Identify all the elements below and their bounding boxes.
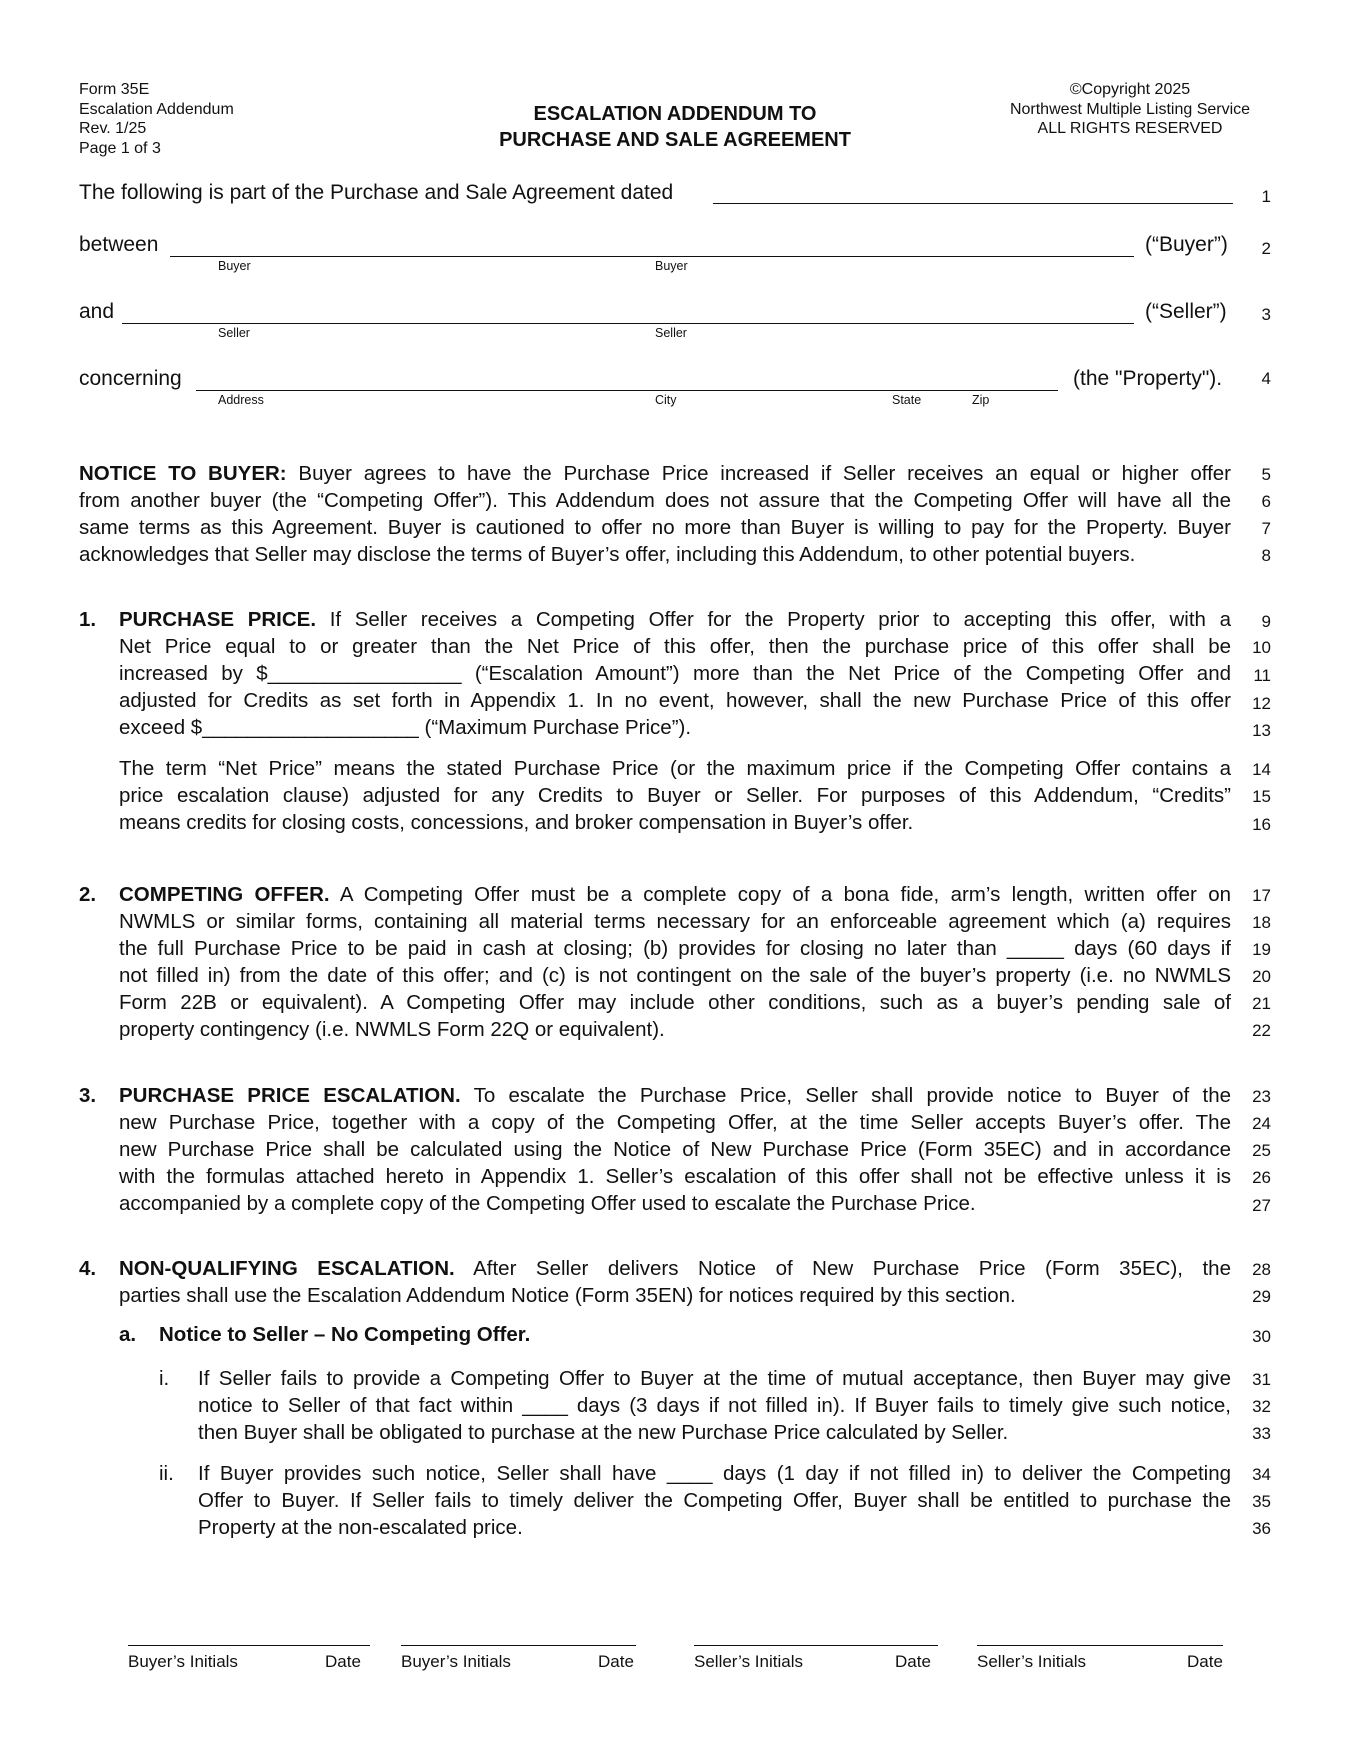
copyright: ©Copyright 2025 [1069, 81, 1191, 98]
line-number: 35 [1252, 1492, 1271, 1511]
seller-initials-label: Seller’s Initials [694, 1652, 803, 1671]
item-notice-to-seller: If Seller fails to provide a Competing Offer to Buyer at the time of mutual acceptance, then Buyer may give notice to Seller of that fact within ____ days (3 days if not filled in). If Buyer fails to timely give such notice, then Buyer shall be obligated to purchase at the new Purchase Price calculated by Seller. [198, 1367, 1231, 1444]
line-number: 18 [1252, 913, 1271, 932]
line-number: 17 [1252, 886, 1271, 905]
agreement-date-field[interactable] [713, 203, 1233, 204]
line-number: 1 [1261, 187, 1271, 206]
between-label: between [79, 233, 159, 256]
line-number: 33 [1252, 1424, 1271, 1443]
line-number: 6 [1261, 492, 1271, 511]
section-price-escalation: PURCHASE PRICE ESCALATION. To escalate the Purchase Price, Seller shall provide notice to Buyer of the new Purchase Price, together with a copy of the Competing Offer, at the time Seller accepts Buyer’s offer. The new Purchase Price shall be calculated using the Notice of New Purchase Price (Form 35EC) and in accordance with the formulas attached hereto in Appendix 1. Seller’s escalation of this offer shall not be effective unless it is accompanied by a complete copy of the Competing Offer used to escalate the Purchase Price. [119, 1084, 1231, 1215]
line-number: 31 [1252, 1370, 1271, 1389]
line-number: 24 [1252, 1114, 1271, 1133]
seller-initials-field[interactable] [694, 1645, 938, 1646]
zip-sublabel: Zip [972, 393, 990, 407]
section-number: 4. [79, 1257, 97, 1280]
organization: Northwest Multiple Listing Service [1009, 100, 1251, 118]
section-title: COMPETING OFFER. [119, 883, 330, 906]
line-number: 7 [1261, 519, 1271, 538]
subsection-title: Notice to Seller – No Competing Offer. [159, 1323, 531, 1346]
line-number: 25 [1252, 1141, 1271, 1160]
item-numeral: i. [159, 1367, 170, 1390]
line-number: 13 [1252, 721, 1271, 740]
line-number: 20 [1252, 967, 1271, 986]
line-number: 36 [1252, 1519, 1271, 1538]
form-revision: Rev. 1/25 [79, 120, 147, 137]
line-number: 3 [1261, 305, 1271, 324]
buyer-name-field[interactable] [170, 256, 1134, 257]
line-number: 10 [1252, 638, 1271, 657]
line-number: 19 [1252, 940, 1271, 959]
line-number: 16 [1252, 815, 1271, 834]
buyer-initials-label: Buyer’s Initials [128, 1652, 238, 1671]
date-label: Date [895, 1652, 931, 1671]
date-label: Date [325, 1652, 361, 1671]
notice-to-buyer: NOTICE TO BUYER: Buyer agrees to have the Purchase Price increased if Seller receives an equal or higher offer from another buyer (the “Competing Offer”). This Addendum does not assure that the Competing Offer will have all the same terms as this Agreement. Buyer is cautioned to offer no more than Buyer is willing to pay for the Property. Buyer acknowledges that Seller may disclose the terms of Buyer’s offer, including this Addendum, to other potential buyers. [79, 462, 1231, 566]
form-id: Form 35E [79, 81, 150, 98]
seller-initials-field[interactable] [977, 1645, 1223, 1646]
seller-initials-label: Seller’s Initials [977, 1652, 1086, 1671]
line-number: 12 [1252, 694, 1271, 713]
line-number: 28 [1252, 1260, 1271, 1279]
section-number: 2. [79, 883, 97, 906]
page-number: Page 1 of 3 [79, 139, 161, 157]
item-numeral: ii. [159, 1462, 174, 1485]
line-number: 2 [1261, 239, 1271, 258]
section-purchase-price: PURCHASE PRICE. If Seller receives a Competing Offer for the Property prior to accepting this offer, with a Net Price equal to or greater than the Net Price of this offer, then the purchase price of this offer shall be increased by $_________________ (“Escalation Amount”) more than the Net Price of the Competing Offer and adjusted for Credits as set forth in Appendix 1. In no event, however, shall the new Purchase Price of this offer exceed $___________________ (“Maximum Purchase Price”). [119, 608, 1231, 739]
line-number: 27 [1252, 1196, 1271, 1215]
item-seller-delivery: If Buyer provides such notice, Seller shall have ____ days (1 day if not filled in) to deliver the Competing Offer to Buyer. If Seller fails to timely deliver the Competing Offer, Buyer shall be entitled to purchase the Property at the non-escalated price. [198, 1462, 1231, 1539]
section-non-qualifying-escalation: NON-QUALIFYING ESCALATION. After Seller delivers Notice of New Purchase Price (Form 35EC), the parties shall use the Escalation Addendum Notice (Form 35EN) for notices required by this section. [119, 1257, 1231, 1307]
buyer-initials-field[interactable] [128, 1645, 370, 1646]
line-number: 26 [1252, 1168, 1271, 1187]
section-competing-offer: COMPETING OFFER. A Competing Offer must be a complete copy of a bona fide, arm’s length, written offer on NWMLS or similar forms, containing all material terms necessary for an enforceable agreement which (a) requires the full Purchase Price to be paid in cash at closing; (b) provides for closing no later than _____ days (60 days if not filled in) from the date of this offer; and (c) is not contingent on the sale of the buyer’s property (i.e. no NWMLS Form 22B or equivalent). A Competing Offer may include other conditions, such as a buyer’s pending sale of property contingency (i.e. NWMLS Form 22Q or equivalent). [119, 883, 1231, 1041]
seller-sublabel: Seller [655, 326, 687, 340]
rights: ALL RIGHTS RESERVED [1037, 120, 1223, 137]
notice-label: NOTICE TO BUYER: [79, 462, 287, 485]
subsection-letter: a. [119, 1323, 137, 1346]
property-suffix: (the "Property"). [1073, 367, 1223, 390]
form-name: Escalation Addendum [79, 100, 234, 118]
line-number: 11 [1253, 666, 1271, 685]
property-address-field[interactable] [196, 390, 1058, 391]
line-number: 8 [1261, 546, 1271, 565]
line-number: 22 [1252, 1021, 1271, 1040]
buyer-initials-label: Buyer’s Initials [401, 1652, 511, 1671]
form-info [79, 80, 234, 158]
city-sublabel: City [655, 393, 677, 407]
net-price-definition: The term “Net Price” means the stated Purchase Price (or the maximum price if the Competing Offer contains a price escalation clause) adjusted for any Credits to Buyer or Seller. For purposes of this Addendum, “Credits” means credits for closing costs, concessions, and broker compensation in Buyer’s offer. [119, 757, 1231, 834]
copyright-block [990, 80, 1270, 139]
agreement-intro: The following is part of the Purchase and Sale Agreement dated [79, 181, 674, 204]
buyer-sublabel: Buyer [218, 259, 251, 273]
line-number: 9 [1261, 612, 1271, 631]
section-title: PURCHASE PRICE ESCALATION. [119, 1084, 461, 1107]
line-number: 32 [1252, 1397, 1271, 1416]
line-number: 30 [1252, 1327, 1271, 1346]
line-number: 34 [1252, 1465, 1271, 1484]
line-number: 15 [1252, 787, 1271, 806]
line-number: 5 [1261, 465, 1271, 484]
address-sublabel: Address [218, 393, 264, 407]
section-number: 3. [79, 1084, 97, 1107]
date-label: Date [598, 1652, 634, 1671]
seller-sublabel: Seller [218, 326, 250, 340]
seller-suffix: (“Seller”) [1145, 300, 1227, 323]
and-label: and [79, 300, 115, 323]
section-number: 1. [79, 608, 97, 631]
page-title: ESCALATION ADDENDUM TO PURCHASE AND SALE AGREEMENT [499, 103, 851, 151]
buyer-suffix: (“Buyer”) [1145, 233, 1228, 256]
line-number: 14 [1252, 760, 1271, 779]
seller-name-field[interactable] [122, 323, 1134, 324]
concerning-label: concerning [79, 367, 182, 390]
date-label: Date [1187, 1652, 1223, 1671]
line-number: 23 [1252, 1087, 1271, 1106]
section-title: NON-QUALIFYING ESCALATION. [119, 1257, 455, 1280]
line-number: 29 [1252, 1287, 1271, 1306]
buyer-sublabel: Buyer [655, 259, 688, 273]
section-title: PURCHASE PRICE. [119, 608, 317, 631]
buyer-initials-field[interactable] [401, 1645, 636, 1646]
state-sublabel: State [892, 393, 922, 407]
line-number: 21 [1252, 994, 1271, 1013]
line-number: 4 [1261, 369, 1271, 388]
